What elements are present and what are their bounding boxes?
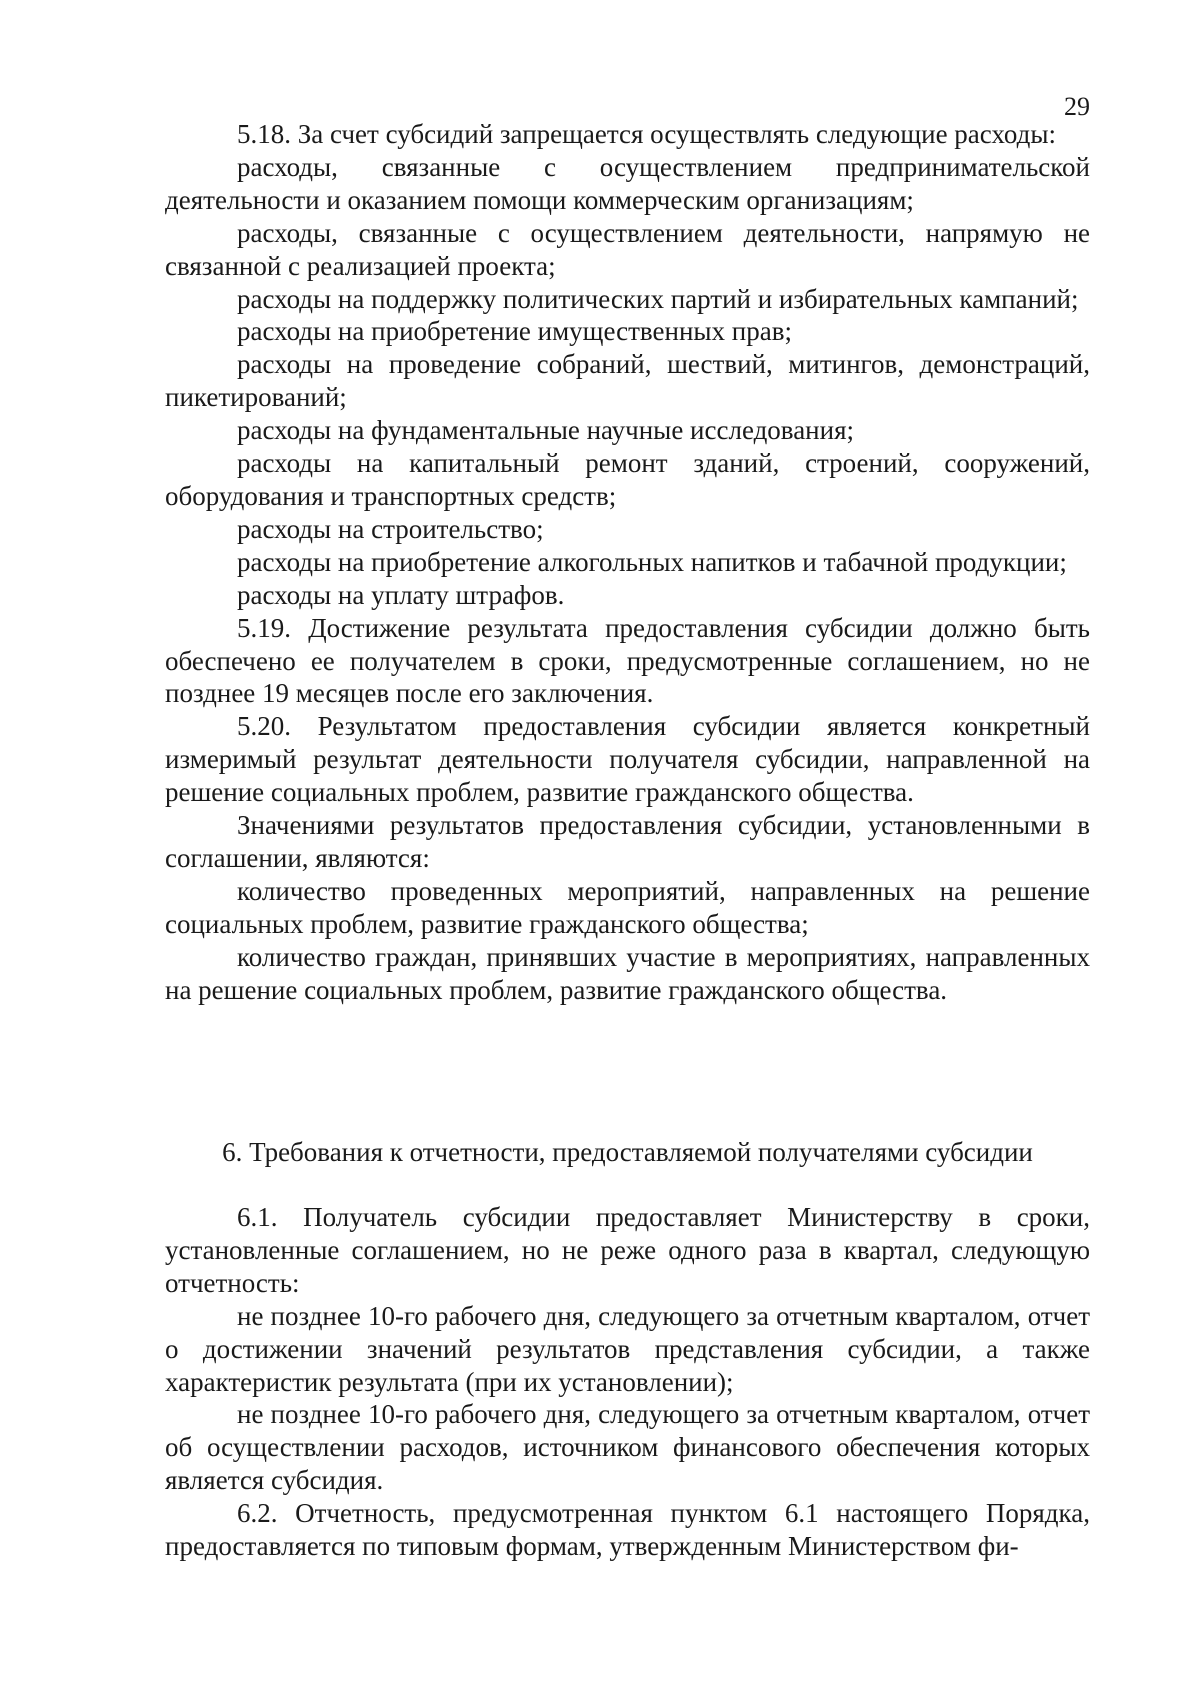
section-6-body — [165, 1201, 1090, 1563]
list-item: не позднее 10-го рабочего дня, следующего за отчетным кварталом, отчет об осуществлении расходов, источником финансового обеспечения которых является субсидия. — [165, 1399, 1090, 1496]
paragraph-5-20: 5.20. Результатом предоставления субсидии является конкретный измеримый результат деятельности получателя субсидии, направленной на решение социальных проблем, развитие гражданского общества. — [165, 711, 1090, 808]
list-item: расходы, связанные с осуществлением предпринимательской деятельности и оказанием помощи коммерческим организациям; — [165, 151, 1090, 215]
list-item: расходы на фундаментальные научные исследования; — [237, 415, 855, 446]
list-item: не позднее 10-го рабочего дня, следующего за отчетным кварталом, отчет о достижении значений результатов представления субсидии, а также характеристик результата (при их установлении); — [165, 1300, 1090, 1397]
page-number: 29 — [1064, 92, 1090, 121]
list-item: расходы на капитальный ремонт зданий, строений, сооружений, оборудования и транспортных средств; — [165, 448, 1090, 511]
list-item: расходы на проведение собраний, шествий, митингов, демонстраций, пикетирований; — [165, 349, 1090, 413]
list-item: количество граждан, принявших участие в мероприятиях, направленных на решение социальных проблем, развитие гражданского общества. — [165, 941, 1090, 1005]
paragraph-5-18: 5.18. За счет субсидий запрещается осуществлять следующие расходы: — [237, 119, 1056, 149]
list-item: расходы, связанные с осуществлением деятельности, напрямую не связанной с реализацией проекта; — [165, 217, 1090, 281]
section-6-heading: 6. Требования к отчетности, предоставляемой получателями субсидии — [222, 1137, 1033, 1167]
list-item: расходы на приобретение имущественных прав; — [237, 316, 792, 347]
paragraph-5-19: 5.19. Достижение результата предоставления субсидии должно быть обеспечено ее получателем в сроки, предусмотренные соглашением, но не позднее 19 месяцев после его заключения. — [165, 612, 1090, 709]
list-item: расходы на приобретение алкогольных напитков и табачной продукции; — [237, 546, 1067, 577]
paragraph-6-1: 6.1. Получатель субсидии предоставляет Министерству в сроки, установленные соглашением, но не реже одного раза в квартал, следующую отчетность: — [165, 1202, 1090, 1298]
list-item: расходы на поддержку политических партий и избирательных кампаний; — [237, 283, 1079, 314]
paragraph-values-intro: Значениями результатов предоставления субсидии, установленными в соглашении, являются: — [165, 810, 1090, 873]
list-item: расходы на уплату штрафов. — [237, 579, 565, 610]
section-5-body — [165, 118, 1090, 1006]
list-item: количество проведенных мероприятий, направленных на решение социальных проблем, развитие гражданского общества; — [165, 875, 1090, 939]
paragraph-6-2: 6.2. Отчетность, предусмотренная пунктом 6.1 настоящего Порядка, предоставляется по типовым формам, утвержденным Министерством фи- — [165, 1498, 1090, 1562]
list-item: расходы на строительство; — [237, 513, 544, 544]
